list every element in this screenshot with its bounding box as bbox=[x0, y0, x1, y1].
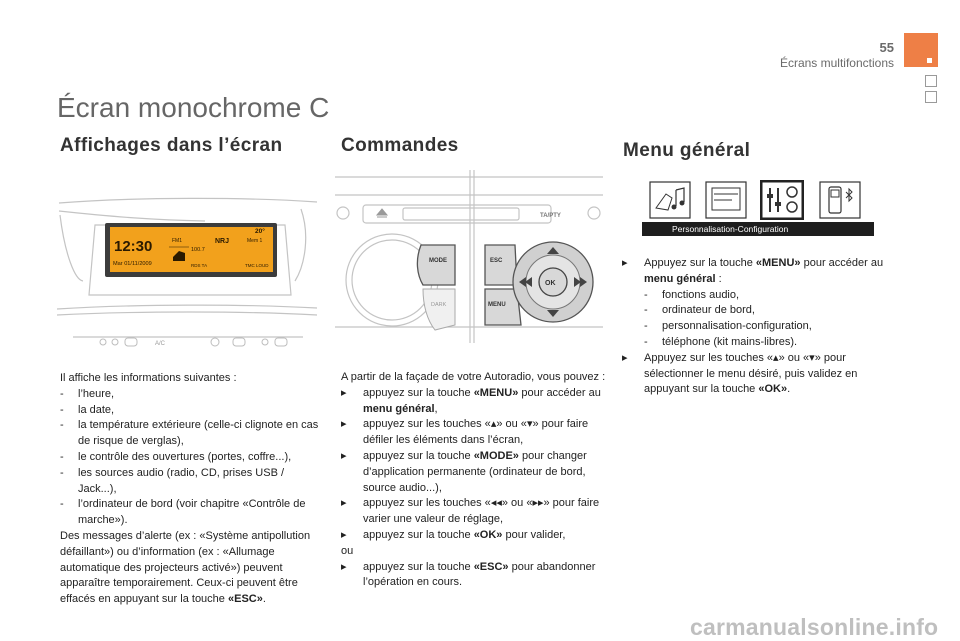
esc-label: ESC bbox=[490, 258, 503, 264]
list-item: - la température extérieure (celle-ci clignote en cas de risque de verglas), bbox=[60, 419, 319, 448]
col2-or: ou bbox=[341, 544, 354, 557]
col3-text bbox=[622, 256, 892, 398]
bullet-arrow-icon: ▸ bbox=[341, 386, 347, 399]
col1-warning: Des messages d’alerte (ex : «Système antipollution défaillant») ou d’information (ex : «Allumage automatique des projecteurs activé») peuvent apparaître temporairement. Ceux-ci peuvent être effacés en appuyant sur la touche «ESC». bbox=[60, 529, 311, 606]
page-title: Écran monochrome C bbox=[57, 92, 330, 123]
eject-icon bbox=[377, 209, 387, 217]
ok-label: OK bbox=[545, 280, 556, 287]
mode-button[interactable] bbox=[417, 245, 455, 285]
heading-menu-general: Menu général bbox=[623, 140, 751, 161]
esc-button[interactable] bbox=[485, 245, 517, 285]
recirculation-icon bbox=[211, 338, 219, 346]
radio-controls-illustration bbox=[335, 165, 605, 345]
list-item: ▸ appuyez sur la touche «MODE» pour changer d’application permanente (ordinateur de bord, source audio...), bbox=[341, 449, 587, 494]
display-memory: Mem 1 bbox=[247, 238, 263, 244]
dashboard-illustration bbox=[55, 185, 320, 355]
col2-text bbox=[341, 370, 609, 591]
page-number: 55 bbox=[879, 40, 894, 55]
settings-icon bbox=[760, 180, 804, 220]
ok-button[interactable] bbox=[539, 268, 567, 296]
computer-icon bbox=[706, 182, 746, 218]
sub-list bbox=[622, 288, 892, 351]
col1-text bbox=[60, 371, 325, 608]
display-temperature: 20° bbox=[255, 228, 265, 235]
list-item: ▸ Appuyez sur les touches «▴» ou «▾» pour sélectionner le menu désiré, puis validez en appuyant sur la touche «OK». bbox=[622, 351, 858, 396]
list-item: - l’ordinateur de bord (voir chapitre «Contrôle de marche»). bbox=[60, 498, 306, 527]
display-frequency: 100.7 bbox=[191, 247, 205, 253]
bullet-arrow-icon: ▸ bbox=[341, 528, 347, 541]
col2-intro: A partir de la façade de votre Autoradio, vous pouvez : bbox=[341, 371, 606, 383]
display-clock: 12:30 bbox=[114, 238, 153, 255]
up-arrow-icon: ▴ bbox=[773, 351, 779, 364]
list-item: - les sources audio (radio, CD, prises USB / Jack...), bbox=[60, 466, 285, 495]
menu-bar-label: Personnalisation-Configuration bbox=[672, 224, 789, 234]
dark-button[interactable] bbox=[423, 289, 455, 330]
list-item: ▸ Appuyez sur la touche «MENU» pour accéder au menu général : bbox=[622, 257, 884, 285]
bullet-arrow-icon: ▸ bbox=[341, 449, 347, 462]
right-arrow-icon: ▸▸ bbox=[532, 497, 544, 510]
display-rds: RDS TA bbox=[191, 263, 208, 268]
audio-icon bbox=[650, 182, 690, 218]
down-arrow-icon: ▾ bbox=[809, 351, 815, 364]
display-station-tag: FM1 bbox=[172, 238, 182, 244]
list-item: ▸ appuyez sur les touches «▴» ou «▾» pour faire défiler les éléments dans l’écran, bbox=[341, 418, 589, 447]
menu-illustration bbox=[642, 180, 874, 238]
list-item: ▸ appuyez sur la touche «OK» pour valider, bbox=[341, 528, 609, 544]
list-item: - ordinateur de bord, bbox=[644, 304, 755, 317]
section-tab bbox=[904, 33, 938, 67]
watermark: carmanualsonline.info bbox=[690, 614, 939, 640]
display-sound: TMC LOUD bbox=[245, 263, 269, 268]
heading-commandes: Commandes bbox=[341, 135, 459, 156]
phone-icon bbox=[820, 182, 860, 218]
list-item: ▸ appuyez sur la touche «MENU» pour accéder au menu général, bbox=[341, 386, 601, 415]
section-title: Écrans multifonctions bbox=[779, 56, 894, 70]
list-item: ▸ appuyez sur la touche «ESC» pour abandonner l’opération en cours. bbox=[341, 560, 596, 589]
up-arrow-icon: ▴ bbox=[490, 418, 497, 431]
ac-label: A/C bbox=[155, 341, 166, 347]
list-item: - fonctions audio, bbox=[644, 288, 740, 301]
ta-pty-label: TA/PTY bbox=[540, 213, 561, 219]
mode-label: MODE bbox=[429, 258, 447, 264]
down-arrow-icon: ▾ bbox=[526, 418, 533, 431]
list-item: - téléphone (kit mains-libres). bbox=[644, 335, 798, 348]
tab-marker bbox=[925, 91, 937, 103]
bullet-arrow-icon: ▸ bbox=[622, 257, 628, 269]
display-station-name: NRJ bbox=[215, 238, 230, 245]
col1-intro: Il affiche les informations suivantes : bbox=[60, 372, 237, 384]
list-item: - l’heure, bbox=[60, 387, 115, 400]
tab-marker bbox=[925, 75, 937, 87]
list-item: - la date, bbox=[60, 403, 115, 416]
left-arrow-icon: ◂◂ bbox=[490, 497, 502, 510]
list-item: ▸ appuyez sur les touches «◂◂» ou «▸▸» pour faire varier une valeur de réglage, bbox=[341, 497, 600, 526]
bullet-arrow-icon: ▸ bbox=[622, 351, 628, 364]
menu-label: MENU bbox=[488, 302, 506, 308]
display-date: Mar 01/11/2009 bbox=[113, 261, 152, 267]
bullet-arrow-icon: ▸ bbox=[341, 418, 347, 431]
bullet-arrow-icon: ▸ bbox=[341, 560, 347, 573]
heading-affichages: Affichages dans l’écran bbox=[60, 135, 283, 156]
list-item: - le contrôle des ouvertures (portes, coffre...), bbox=[60, 450, 292, 463]
bullet-arrow-icon: ▸ bbox=[341, 497, 347, 510]
list-item: - personnalisation-configuration, bbox=[644, 320, 812, 333]
dark-label: DARK bbox=[431, 302, 447, 308]
